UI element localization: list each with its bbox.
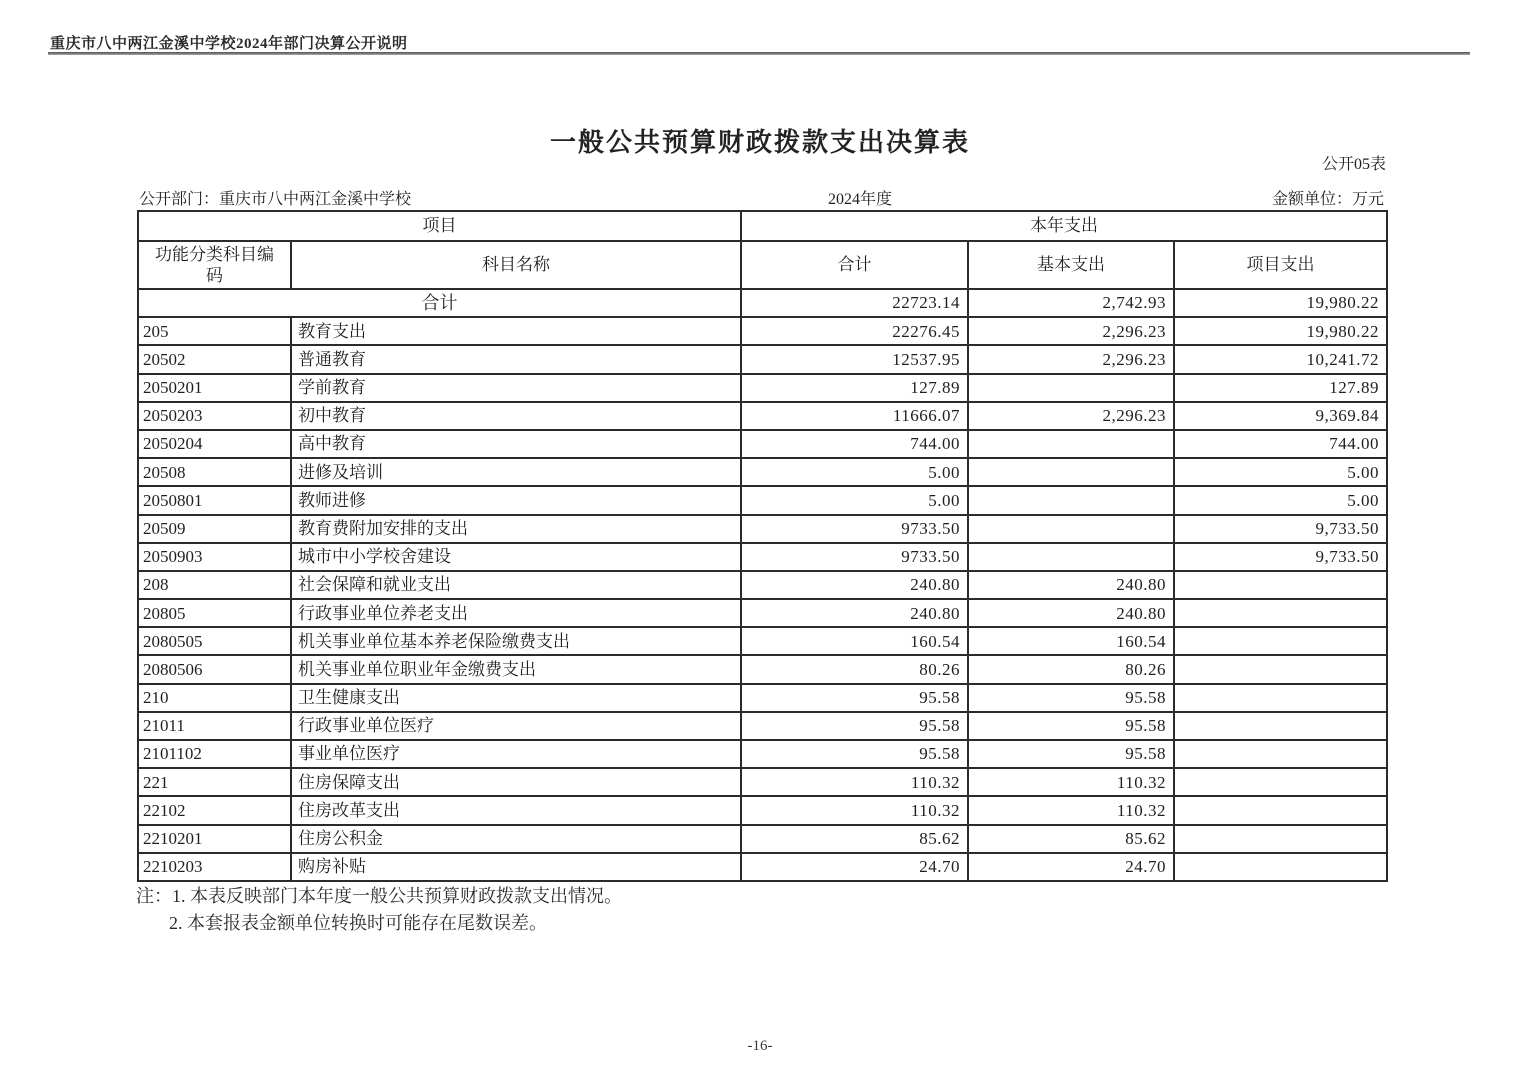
row-total-cell: 12537.95	[741, 345, 968, 373]
row-code-cell: 210	[138, 684, 291, 712]
note-line: 2. 本套报表金额单位转换时可能存在尾数误差。	[169, 913, 547, 933]
row-total-cell: 11666.07	[741, 402, 968, 430]
row-code-cell: 2080505	[138, 627, 291, 655]
table-header-columns-row	[138, 241, 1387, 289]
row-basic-cell	[968, 430, 1174, 458]
table-row	[138, 712, 1387, 740]
row-project-cell	[1174, 796, 1387, 824]
row-code-cell: 2080506	[138, 655, 291, 683]
row-project-cell: 9,733.50	[1174, 543, 1387, 571]
meta-row	[137, 186, 1386, 208]
row-code-cell: 205	[138, 317, 291, 345]
table-notes	[136, 883, 622, 937]
row-total-cell: 95.58	[741, 740, 968, 768]
table-label: 公开05表	[1321, 156, 1386, 173]
column-header-total: 合计	[741, 241, 968, 289]
row-basic-cell: 240.80	[968, 599, 1174, 627]
table-row	[138, 796, 1387, 824]
row-basic-cell: 110.32	[968, 768, 1174, 796]
row-code-cell: 2101102	[138, 740, 291, 768]
column-header-basic-expenditure: 基本支出	[968, 241, 1174, 289]
row-basic-cell: 240.80	[968, 571, 1174, 599]
page-number: -16-	[747, 1038, 773, 1054]
row-basic-cell	[968, 515, 1174, 543]
row-total-cell: 95.58	[741, 712, 968, 740]
row-name-cell: 事业单位医疗	[291, 740, 741, 768]
row-code-cell: 21011	[138, 712, 291, 740]
table-row	[138, 345, 1387, 373]
row-code-cell: 2050201	[138, 374, 291, 402]
row-basic-cell: 160.54	[968, 627, 1174, 655]
row-project-cell	[1174, 825, 1387, 853]
row-basic-cell: 24.70	[968, 853, 1174, 881]
row-project-cell	[1174, 571, 1387, 599]
page-title: 一般公共预算财政拨款支出决算表	[549, 128, 970, 157]
table-row	[138, 317, 1387, 345]
row-total-cell: 9733.50	[741, 515, 968, 543]
row-project-cell	[1174, 627, 1387, 655]
note-line: 注：1. 本表反映部门本年度一般公共预算财政拨款支出情况。	[136, 886, 622, 906]
row-total-cell: 240.80	[741, 599, 968, 627]
row-code-cell: 22102	[138, 796, 291, 824]
table-row	[138, 599, 1387, 627]
row-name-cell: 住房公积金	[291, 825, 741, 853]
row-basic-cell: 110.32	[968, 796, 1174, 824]
row-code-cell: 2210201	[138, 825, 291, 853]
row-total-cell: 5.00	[741, 458, 968, 486]
meta-department: 公开部门：重庆市八中两江金溪中学校	[139, 191, 412, 208]
row-project-cell	[1174, 740, 1387, 768]
row-project-cell: 9,733.50	[1174, 515, 1387, 543]
column-header-subject-name: 科目名称	[291, 241, 741, 289]
table-row	[138, 684, 1387, 712]
row-basic-cell: 95.58	[968, 712, 1174, 740]
row-total-cell: 80.26	[741, 655, 968, 683]
meta-year: 2024年度	[828, 191, 893, 208]
row-code-cell: 2050801	[138, 486, 291, 514]
row-basic-cell	[968, 458, 1174, 486]
row-total-cell: 127.89	[741, 374, 968, 402]
row-code-cell: 2210203	[138, 853, 291, 881]
row-name-cell: 机关事业单位职业年金缴费支出	[291, 655, 741, 683]
row-name-cell: 初中教育	[291, 402, 741, 430]
table-row	[138, 853, 1387, 881]
row-name-cell: 住房保障支出	[291, 768, 741, 796]
table-row	[138, 571, 1387, 599]
row-code-cell: 20502	[138, 345, 291, 373]
row-basic-cell: 85.62	[968, 825, 1174, 853]
table-row	[138, 458, 1387, 486]
row-name-cell: 住房改革支出	[291, 796, 741, 824]
total-row-project: 19,980.22	[1174, 289, 1387, 317]
row-total-cell: 110.32	[741, 768, 968, 796]
column-group-project: 项目	[138, 211, 741, 241]
table-row	[138, 627, 1387, 655]
row-total-cell: 85.62	[741, 825, 968, 853]
row-project-cell	[1174, 655, 1387, 683]
table-row	[138, 740, 1387, 768]
table-row	[138, 543, 1387, 571]
row-project-cell	[1174, 768, 1387, 796]
document-header	[50, 32, 408, 53]
row-project-cell: 127.89	[1174, 374, 1387, 402]
row-code-cell: 20508	[138, 458, 291, 486]
row-code-cell: 221	[138, 768, 291, 796]
header-rule	[48, 52, 1470, 55]
row-name-cell: 机关事业单位基本养老保险缴费支出	[291, 627, 741, 655]
meta-unit: 金额单位：万元	[1271, 191, 1384, 208]
row-total-cell: 110.32	[741, 796, 968, 824]
row-total-cell: 240.80	[741, 571, 968, 599]
row-name-cell: 普通教育	[291, 345, 741, 373]
column-header-project-expenditure: 项目支出	[1174, 241, 1387, 289]
row-total-cell: 95.58	[741, 684, 968, 712]
row-name-cell: 社会保障和就业支出	[291, 571, 741, 599]
row-basic-cell: 2,296.23	[968, 345, 1174, 373]
budget-table	[137, 210, 1388, 882]
row-basic-cell	[968, 374, 1174, 402]
row-project-cell: 10,241.72	[1174, 345, 1387, 373]
row-name-cell: 行政事业单位养老支出	[291, 599, 741, 627]
row-project-cell	[1174, 712, 1387, 740]
table-row	[138, 768, 1387, 796]
row-code-cell: 2050203	[138, 402, 291, 430]
row-code-cell: 208	[138, 571, 291, 599]
row-total-cell: 160.54	[741, 627, 968, 655]
row-project-cell: 5.00	[1174, 458, 1387, 486]
table-row	[138, 486, 1387, 514]
column-header-function-code: 功能分类科目编码	[138, 241, 291, 289]
row-code-cell: 2050903	[138, 543, 291, 571]
row-project-cell: 744.00	[1174, 430, 1387, 458]
row-name-cell: 行政事业单位医疗	[291, 712, 741, 740]
row-basic-cell: 2,296.23	[968, 317, 1174, 345]
row-name-cell: 教师进修	[291, 486, 741, 514]
row-name-cell: 城市中小学校舍建设	[291, 543, 741, 571]
row-project-cell: 5.00	[1174, 486, 1387, 514]
row-name-cell: 学前教育	[291, 374, 741, 402]
row-name-cell: 教育费附加安排的支出	[291, 515, 741, 543]
table-row	[138, 825, 1387, 853]
row-total-cell: 22276.45	[741, 317, 968, 345]
row-total-cell: 744.00	[741, 430, 968, 458]
document-header-text: 重庆市八中两江金溪中学校2024年部门决算公开说明	[50, 36, 408, 52]
table-row	[138, 515, 1387, 543]
row-basic-cell	[968, 543, 1174, 571]
table-total-row	[138, 289, 1387, 317]
row-basic-cell: 80.26	[968, 655, 1174, 683]
column-group-current-year-expenditure: 本年支出	[741, 211, 1387, 241]
row-code-cell: 20805	[138, 599, 291, 627]
row-project-cell	[1174, 599, 1387, 627]
total-row-basic: 2,742.93	[968, 289, 1174, 317]
total-row-label: 合计	[138, 289, 741, 317]
row-total-cell: 9733.50	[741, 543, 968, 571]
row-name-cell: 进修及培训	[291, 458, 741, 486]
row-name-cell: 卫生健康支出	[291, 684, 741, 712]
table-header-group-row	[138, 211, 1387, 241]
table-row	[138, 430, 1387, 458]
row-basic-cell: 95.58	[968, 684, 1174, 712]
row-total-cell: 24.70	[741, 853, 968, 881]
total-row-total: 22723.14	[741, 289, 968, 317]
row-total-cell: 5.00	[741, 486, 968, 514]
row-name-cell: 高中教育	[291, 430, 741, 458]
row-basic-cell	[968, 486, 1174, 514]
table-row	[138, 655, 1387, 683]
table-row	[138, 374, 1387, 402]
row-project-cell: 9,369.84	[1174, 402, 1387, 430]
row-basic-cell: 95.58	[968, 740, 1174, 768]
row-name-cell: 教育支出	[291, 317, 741, 345]
row-code-cell: 20509	[138, 515, 291, 543]
row-project-cell	[1174, 853, 1387, 881]
row-basic-cell: 2,296.23	[968, 402, 1174, 430]
table-row	[138, 402, 1387, 430]
row-code-cell: 2050204	[138, 430, 291, 458]
row-project-cell: 19,980.22	[1174, 317, 1387, 345]
row-project-cell	[1174, 684, 1387, 712]
row-name-cell: 购房补贴	[291, 853, 741, 881]
